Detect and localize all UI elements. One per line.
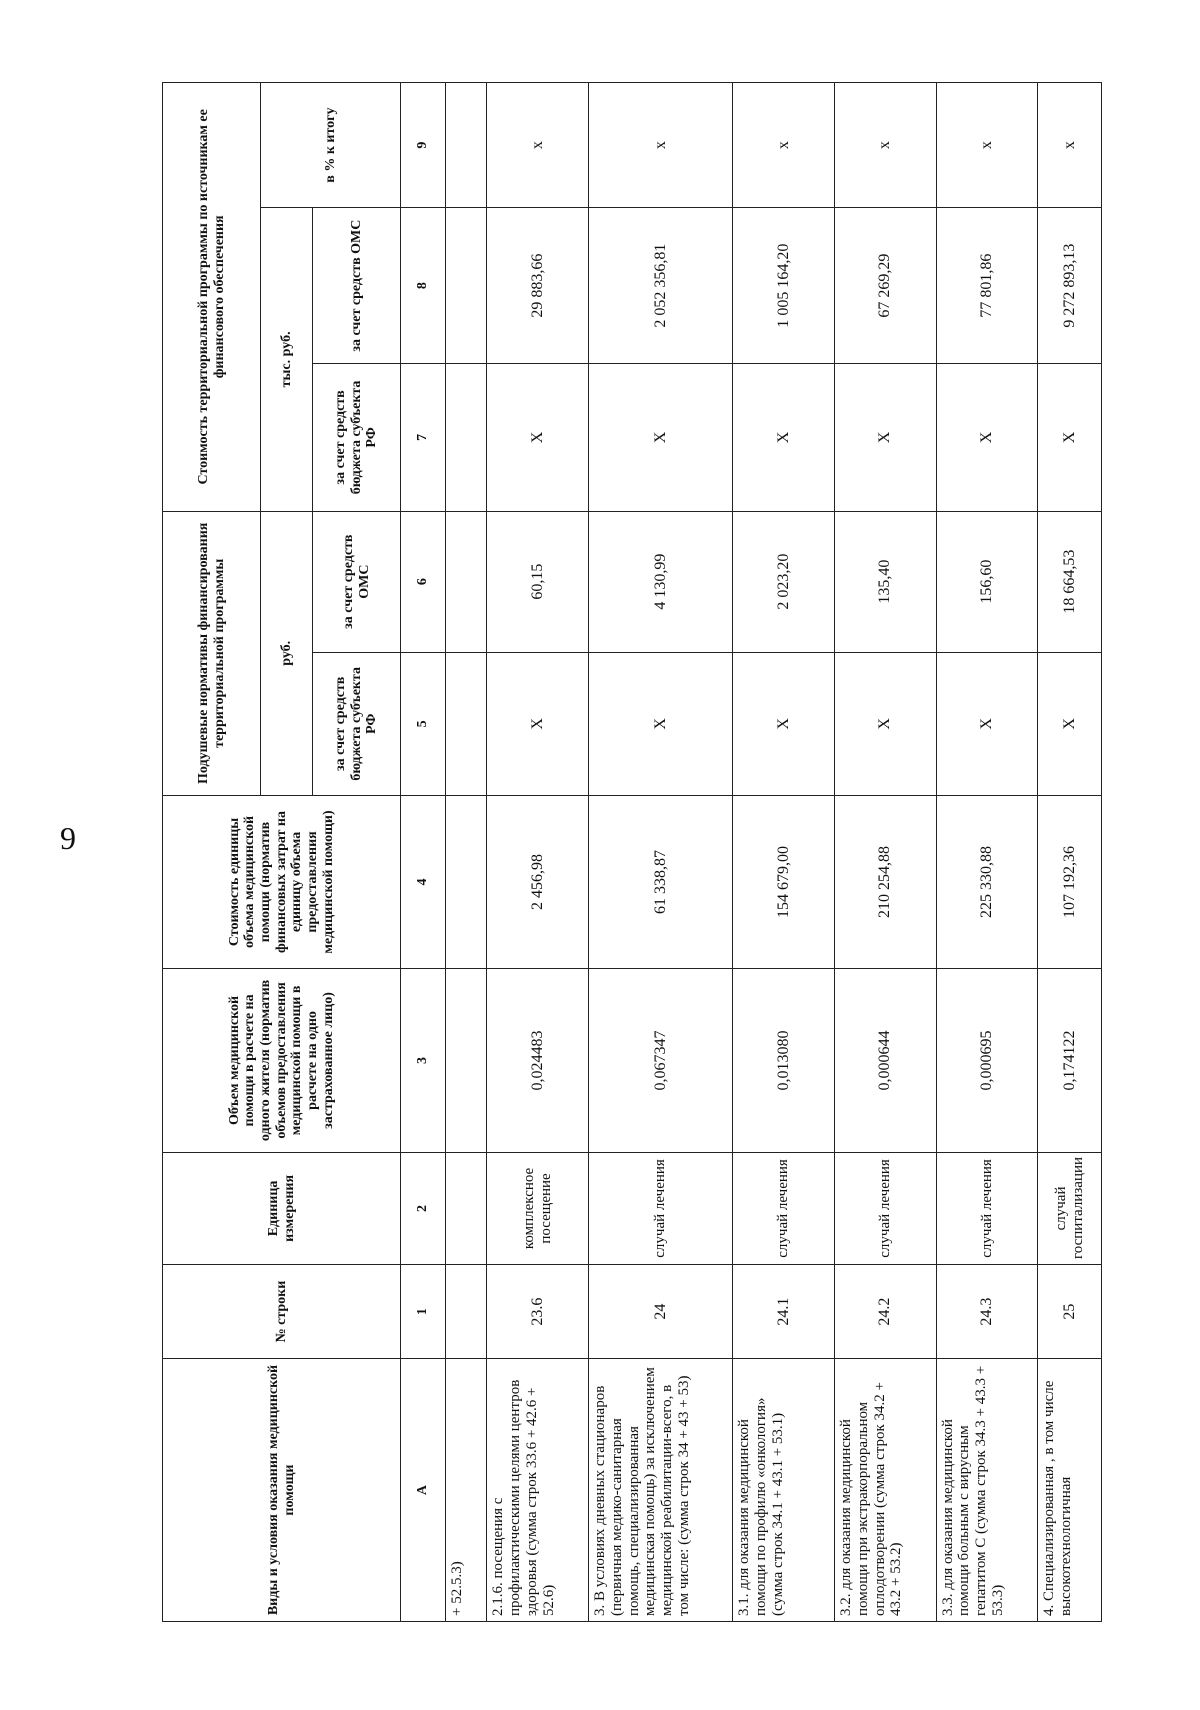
row-col5: Х [1038, 652, 1102, 795]
row-col9: х [1038, 83, 1102, 208]
row-volume: 0,000695 [936, 969, 1038, 1153]
header-oms-6: за счет средств ОМС [313, 511, 401, 652]
row-cost: 225 330,88 [936, 795, 1038, 968]
row-col6: 156,60 [936, 511, 1038, 652]
column-number: 3 [401, 969, 446, 1153]
financing-table [162, 82, 1102, 1622]
continuation-text: + 52.5.3) [446, 1359, 487, 1622]
row-col7: Х [487, 364, 589, 511]
row-cost: 2 456,98 [487, 795, 589, 968]
header-program-cost: Стоимость территориальной программы по источникам ее финансового обеспечения [163, 83, 261, 512]
row-unit: случай лечения [936, 1152, 1038, 1264]
row-col8: 2 052 356,81 [589, 208, 733, 364]
column-number: 9 [401, 83, 446, 208]
row-kind: 4. Специализированная , в том числе высокотехнологичная [1038, 1359, 1102, 1622]
column-number: А [401, 1359, 446, 1622]
header-per-capita: Подушевые нормативы финансирования территориальной программы [163, 511, 261, 795]
column-number: 1 [401, 1265, 446, 1359]
row-unit: случай лечения [733, 1152, 835, 1264]
row-col9: х [487, 83, 589, 208]
row-col5: Х [487, 652, 589, 795]
header-cost-unit: Стоимость единицы объема медицинской помощи (норматив финансовых затрат на единицу объема предоставления медицинской помощи) [163, 795, 401, 968]
row-col5: Х [834, 652, 936, 795]
row-cost: 61 338,87 [589, 795, 733, 968]
table-row [733, 83, 835, 1622]
row-col7: Х [936, 364, 1038, 511]
row-kind: 3.2. для оказания медицинской помощи при экстракорпоральном оплодотворении (сумма строк 34.2 + 43.2 + 53.2) [834, 1359, 936, 1622]
table-row [936, 83, 1038, 1622]
row-volume: 0,024483 [487, 969, 589, 1153]
column-number: 5 [401, 652, 446, 795]
row-col5: Х [936, 652, 1038, 795]
row-kind: 3. В условиях дневных стационаров (первичная медико-санитарная помощь, специализированная медицинская помощь) за исключением медицинской реабилитации-всего, в том числе: (сумма строк 34 + 43 + 53) [589, 1359, 733, 1622]
row-col7: Х [1038, 364, 1102, 511]
row-col6: 2 023,20 [733, 511, 835, 652]
row-unit: комплексное посещение [487, 1152, 589, 1264]
table-row [1038, 83, 1102, 1622]
header-percent-total: в % к итогу [261, 83, 401, 208]
table-row [589, 83, 733, 1622]
row-cost: 154 679,00 [733, 795, 835, 968]
header-row-number: № строки [163, 1265, 401, 1359]
row-kind: 3.1. для оказания медицинской помощи по профилю «онкология» (сумма строк 34.1 + 43.1 + 53.1) [733, 1359, 835, 1622]
row-volume: 0,174122 [1038, 969, 1102, 1153]
row-number: 24.1 [733, 1265, 835, 1359]
column-number: 7 [401, 364, 446, 511]
row-col7: Х [589, 364, 733, 511]
row-col6: 135,40 [834, 511, 936, 652]
column-number: 6 [401, 511, 446, 652]
column-number: 4 [401, 795, 446, 968]
header-thousand-rub: тыс. руб. [261, 208, 313, 512]
rotated-table-container [162, 82, 1102, 1622]
row-col9: х [733, 83, 835, 208]
row-col5: Х [589, 652, 733, 795]
row-col8: 77 801,86 [936, 208, 1038, 364]
row-kind: 3.3. для оказания медицинской помощи больным с вирусным гепатитом С (сумма строк 34.3 + 43.3 + 53.3) [936, 1359, 1038, 1622]
row-col8: 9 272 893,13 [1038, 208, 1102, 364]
column-numbers-row [401, 83, 446, 1622]
row-number: 24.3 [936, 1265, 1038, 1359]
row-col6: 4 130,99 [589, 511, 733, 652]
row-volume: 0,000644 [834, 969, 936, 1153]
page-number: 9 [60, 820, 76, 856]
row-kind: 2.1.6. посещения с профилактическими целями центров здоровья (сумма строк 33.6 + 42.6 + 52.6) [487, 1359, 589, 1622]
row-col7: Х [834, 364, 936, 511]
row-unit: случай лечения [589, 1152, 733, 1264]
row-cost: 107 192,36 [1038, 795, 1102, 968]
column-number: 2 [401, 1152, 446, 1264]
row-number: 24 [589, 1265, 733, 1359]
header-kind: Виды и условия оказания медицинской помощи [163, 1359, 401, 1622]
continuation-row [446, 83, 487, 1622]
row-col9: х [589, 83, 733, 208]
row-col8: 29 883,66 [487, 208, 589, 364]
row-cost: 210 254,88 [834, 795, 936, 968]
column-number: 8 [401, 208, 446, 364]
row-col5: Х [733, 652, 835, 795]
row-col6: 60,15 [487, 511, 589, 652]
row-col9: х [936, 83, 1038, 208]
row-col7: Х [733, 364, 835, 511]
row-unit: случай госпитализации [1038, 1152, 1102, 1264]
table-row [834, 83, 936, 1622]
row-volume: 0,013080 [733, 969, 835, 1153]
row-unit: случай лечения [834, 1152, 936, 1264]
row-volume: 0,067347 [589, 969, 733, 1153]
row-col9: х [834, 83, 936, 208]
row-col6: 18 664,53 [1038, 511, 1102, 652]
header-budget-5: за счет средств бюджета субъекта РФ [313, 652, 401, 795]
row-col8: 1 005 164,20 [733, 208, 835, 364]
row-number: 24.2 [834, 1265, 936, 1359]
row-number: 23.6 [487, 1265, 589, 1359]
header-oms-8: за счет средств ОМС [313, 208, 401, 364]
row-col8: 67 269,29 [834, 208, 936, 364]
row-number: 25 [1038, 1265, 1102, 1359]
header-volume: Объем медицинской помощи в расчете на одного жителя (норматив объемов предоставления медицинской помощи в расчете на одно застрахованное лицо) [163, 969, 401, 1153]
header-unit: Единица измерения [163, 1152, 401, 1264]
table-row [487, 83, 589, 1622]
header-budget-7: за счет средств бюджета субъекта РФ [313, 364, 401, 511]
header-rub: руб. [261, 511, 313, 795]
